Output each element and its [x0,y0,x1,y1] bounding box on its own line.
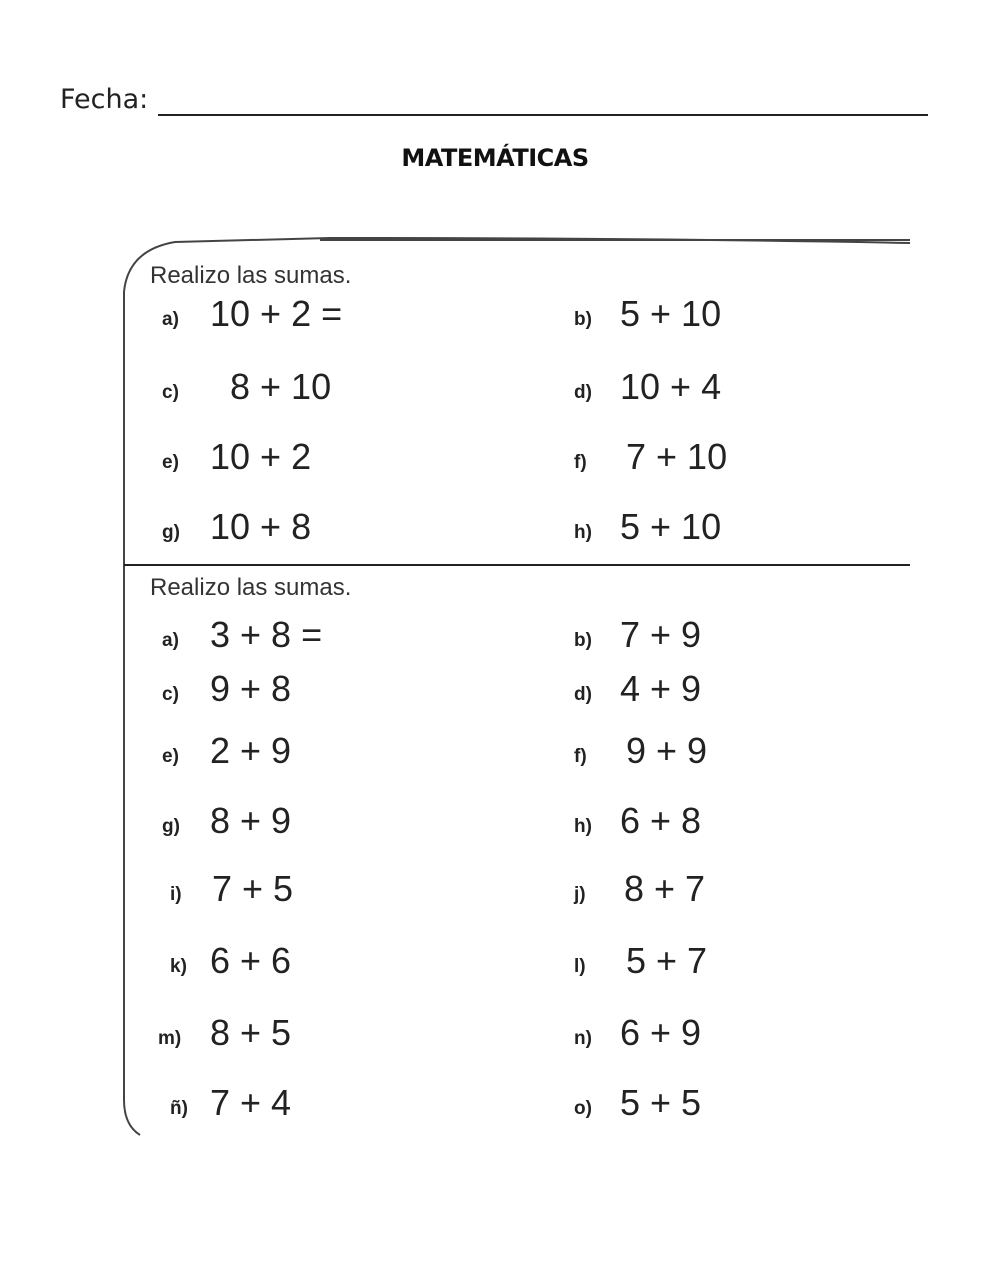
exercise-expression: 8 + 7 [624,868,706,909]
exercise-item [574,368,934,408]
exercise-expression: 7 + 4 [210,1082,292,1123]
exercise-item [574,870,934,910]
exercise-expression: 10 + 8 [210,506,312,547]
exercise-label: m) [158,1028,182,1049]
exercise-item [574,1084,934,1124]
exercise-label: d) [574,684,592,705]
date-label: Fecha: [60,84,149,115]
exercise-expression: 8 + 10 [230,366,332,407]
exercise-item [574,1014,934,1054]
exercise-label: a) [162,309,179,330]
exercise-expression: 9 + 8 [210,668,292,709]
exercise-expression: 9 + 9 [626,730,708,771]
exercise-expression: 5 + 7 [626,940,708,981]
exercise-label: b) [574,630,592,651]
exercise-label: k) [170,956,187,977]
exercise-item [574,508,934,548]
exercise-item [574,616,934,656]
exercise-expression: 8 + 9 [210,800,292,841]
exercise-expression: 5 + 10 [620,506,722,547]
exercise-expression: 6 + 8 [620,800,702,841]
exercise-label: e) [162,452,179,473]
exercise-item [574,942,934,982]
exercise-expression: 5 + 10 [620,293,722,334]
exercise-label: e) [162,746,179,767]
exercise-label: h) [574,816,592,837]
exercise-item [162,616,522,656]
exercise-item [162,368,522,408]
exercise-label: j) [574,884,586,905]
exercise-item [162,670,522,710]
exercise-label: b) [574,309,592,330]
exercise-label: h) [574,522,592,543]
exercise-expression: 7 + 5 [212,868,294,909]
exercise-expression: 10 + 2 [210,436,312,477]
exercise-label: f) [574,746,587,767]
exercise-label: i) [170,884,182,905]
exercise-item [574,802,934,842]
exercise-label: g) [162,522,180,543]
exercise-label: ñ) [170,1098,188,1119]
exercise-expression: 5 + 5 [620,1082,702,1123]
exercise-item [162,802,522,842]
exercise-item [158,1012,522,1054]
exercise-label: f) [574,452,587,473]
exercise-expression: 6 + 6 [210,940,292,981]
exercise-item [162,732,522,772]
exercise-expression: 2 + 9 [210,730,292,771]
section-1-instruction: Realizo las sumas. [150,262,352,289]
exercise-item [574,438,934,478]
exercise-label: n) [574,1028,592,1049]
exercise-label: a) [162,630,179,651]
section-2-instruction: Realizo las sumas. [150,574,352,601]
exercise-expression: 8 + 5 [210,1012,292,1053]
exercise-item [162,295,522,335]
exercise-label: g) [162,816,180,837]
exercise-item [162,508,522,548]
exercise-expression: 6 + 9 [620,1012,702,1053]
exercise-expression: 10 + 2 = [210,293,343,334]
exercise-expression: 10 + 4 [620,366,722,407]
exercise-expression: 7 + 10 [626,436,728,477]
exercise-item [162,1084,522,1124]
exercise-label: d) [574,382,592,403]
exercise-item [162,438,522,478]
exercise-expression: 3 + 8 = [210,614,323,655]
exercise-label: c) [162,382,179,403]
exercise-label: c) [162,684,179,705]
exercise-label: l) [574,956,586,977]
exercise-item [162,942,522,982]
exercise-label: o) [574,1098,592,1119]
page-title: MATEMÁTICAS [401,144,589,172]
exercise-expression: 7 + 9 [620,614,702,655]
exercise-item [574,732,934,772]
exercise-expression: 4 + 9 [620,668,702,709]
exercise-item [574,670,934,710]
exercise-item [162,870,522,910]
exercise-item [574,295,934,335]
